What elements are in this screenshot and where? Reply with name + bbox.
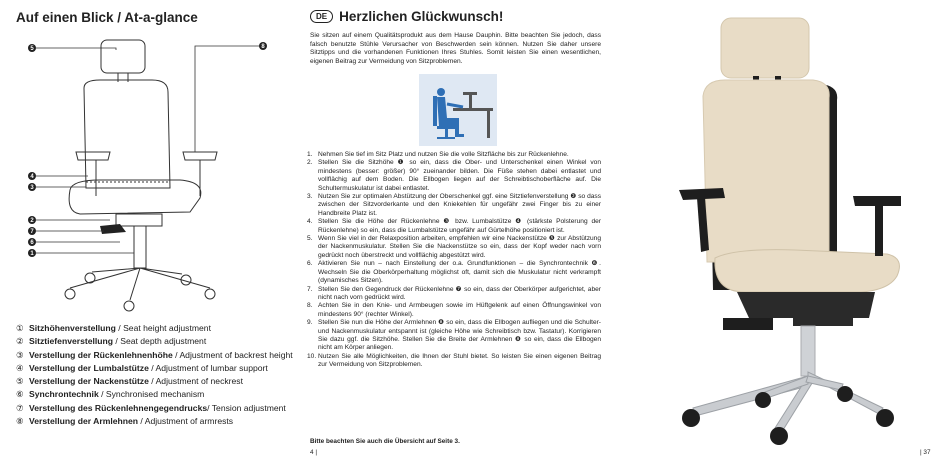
ergonomic-sitting-figure (419, 74, 497, 146)
drawing-headrest (101, 40, 145, 73)
legend-item: ④ Verstellung der Lumbalstütze / Adjustment of lumbar support (16, 362, 268, 373)
photo-headrest (721, 18, 809, 78)
heading-text: Herzlichen Glückwunsch! (339, 9, 504, 24)
legend-item: ⑥ Synchrontechnik / Synchronised mechanism (16, 389, 205, 400)
at-a-glance-heading: Auf einen Blick / At-a-glance (16, 10, 198, 25)
page-number-right: | 37 (920, 449, 931, 456)
legend-item: ③ Verstellung der Rückenlehnenhöhe / Adjustment of backrest height (16, 349, 293, 360)
sitting-tips-list (307, 151, 601, 370)
list-item: 9. Stellen Sie nun die Höhe der Armlehnen ❽ so ein, dass die Ellbogen aufliegen und die Schulter- und Nackenmuskulatur entspannt ist (gleiche Höhe wie Schreibtisch bzw. Tastatur). Korrigieren Sie dazu ggf. die Sitzhöhe. Stellen Sie die Breite der Armlehnen ❽ so ein, dass die Ellbogen nicht am Körper anliegen. (307, 319, 601, 352)
chair-line-drawing (0, 0, 300, 320)
legend-item: ② Sitztiefenverstellung / Seat depth adjustment (16, 336, 207, 347)
page-number-left: 4 | (310, 449, 317, 456)
drawing-gas-lift (134, 226, 146, 268)
list-item: 4. Stellen Sie die Höhe der Rückenlehne ❸ bzw. Lumbalstütze ❹ (stärkste Polsterung der Rückenlehne) so ein, dass die Lumbalstütze ungefähr auf Gürtelhöhe positioniert ist. (307, 218, 601, 234)
list-item: 6. Aktivieren Sie nun – nach Einstellung der o.a. Grundfunktionen – die Synchrontechnik ❻. Wechseln Sie die Oberkörperhaltung möglichst oft, damit sich die Muskulatur nicht verkrampft (dynamisches Sitzen). (307, 260, 601, 285)
callout-8: 8 (261, 44, 265, 50)
list-item: 8. Achten Sie in den Knie- und Armbeugen sowie im Hüftgelenk auf einen Öffnungswinkel von mindestens 90° (rechter Winkel). (307, 302, 601, 318)
office-chair-photo (625, 0, 950, 461)
callout-markers (28, 42, 267, 257)
list-item: 2. Stellen Sie die Sitzhöhe ❶ so ein, dass die Ober- und Unterschenkel einen Winkel von mindestens (besser: größer) 90° zueinander bilden. Die Füße stehen dabei entlastet und vollflächig auf dem Boden. Die Ellbogen liegen auf der Schreibtischoberfläche auf. Die Schultermuskulatur ist dabei entlastet. (307, 159, 601, 192)
list-item: 5. Wenn Sie viel in der Relaxposition arbeiten, empfehlen wir eine Nackenstütze ❺ zur Abstützung der Nackenmuskulatur. Stellen Sie die Nackenstütze so ein, dass der Kopf weder nach vorn gedrückt noch überstreckt und vollflächig abgestützt wird. (307, 235, 601, 259)
left-page (0, 0, 300, 461)
drawing-backrest (84, 80, 170, 188)
callout-2: 2 (30, 218, 34, 224)
legend-item: ① Sitzhöhenverstellung / Seat height adjustment (16, 323, 211, 333)
intro-paragraph: Sie sitzen auf einem Qualitätsprodukt aus dem Hause Dauphin. Bitte beachten Sie jedoch, dass falsch benutzte Stühle Verursacher von Beschwerden sein können. Nutzen Sie daher unsere Sitztipps und die vorhandenen Funktionen Ihres Stuhles. Somit leisten Sie einen wesentlichen, eigenen Beitrag zur Vermeidung von Sitzproblemen. (310, 32, 601, 65)
language-badge: DE (310, 10, 333, 23)
list-item: 1. Nehmen Sie tief im Sitz Platz und nutzen Sie die volle Sitzfläche bis zur Rückenlehne. (307, 151, 569, 158)
photo-seat (715, 250, 900, 292)
congratulations-heading (310, 9, 503, 24)
list-item: 3. Nutzen Sie zur optimalen Abstützung der Oberschenkel ggf. eine Sitztiefenverstellung ❷ so dass zwischen der Sitzvorderkante und den Kniekehlen für ungefähr zwei Finger bis zu einer Handbreite Platz ist. (307, 193, 601, 217)
callout-7: 7 (30, 229, 34, 235)
callout-5: 5 (30, 46, 34, 52)
legend-item: ⑤ Verstellung der Nackenstütze / Adjustment of neckrest (16, 376, 243, 387)
callout-6: 6 (30, 240, 34, 246)
drawing-seat (69, 180, 201, 214)
photo-backrest (703, 80, 829, 262)
callout-4: 4 (30, 174, 34, 180)
photo-gas-lift (801, 326, 815, 376)
photo-armrest-right (853, 196, 901, 206)
legend-item: ⑧ Verstellung der Armlehnen / Adjustment of armrests (16, 416, 234, 427)
function-legend (16, 322, 306, 428)
callout-3: 3 (30, 185, 34, 191)
list-item: 10. Nutzen Sie alle Möglichkeiten, die Ihnen der Stuhl bietet. So leisten Sie einen eigenen Beitrag zur Vermeidung von Sitzproblemen. (307, 352, 601, 369)
legend-item: ⑦ Verstellung des Rückenlehnengegendrucks/ Tension adjustment (16, 402, 286, 413)
overview-note: Bitte beachten Sie auch die Übersicht auf Seite 3. (310, 438, 460, 445)
callout-1: 1 (30, 251, 34, 257)
list-item: 7. Stellen Sie den Gegendruck der Rückenlehne ❼ so ein, dass der Oberkörper aufgerichtet, aber nicht nach vorn gedrückt wird. (307, 285, 601, 301)
photo-base (693, 372, 883, 430)
